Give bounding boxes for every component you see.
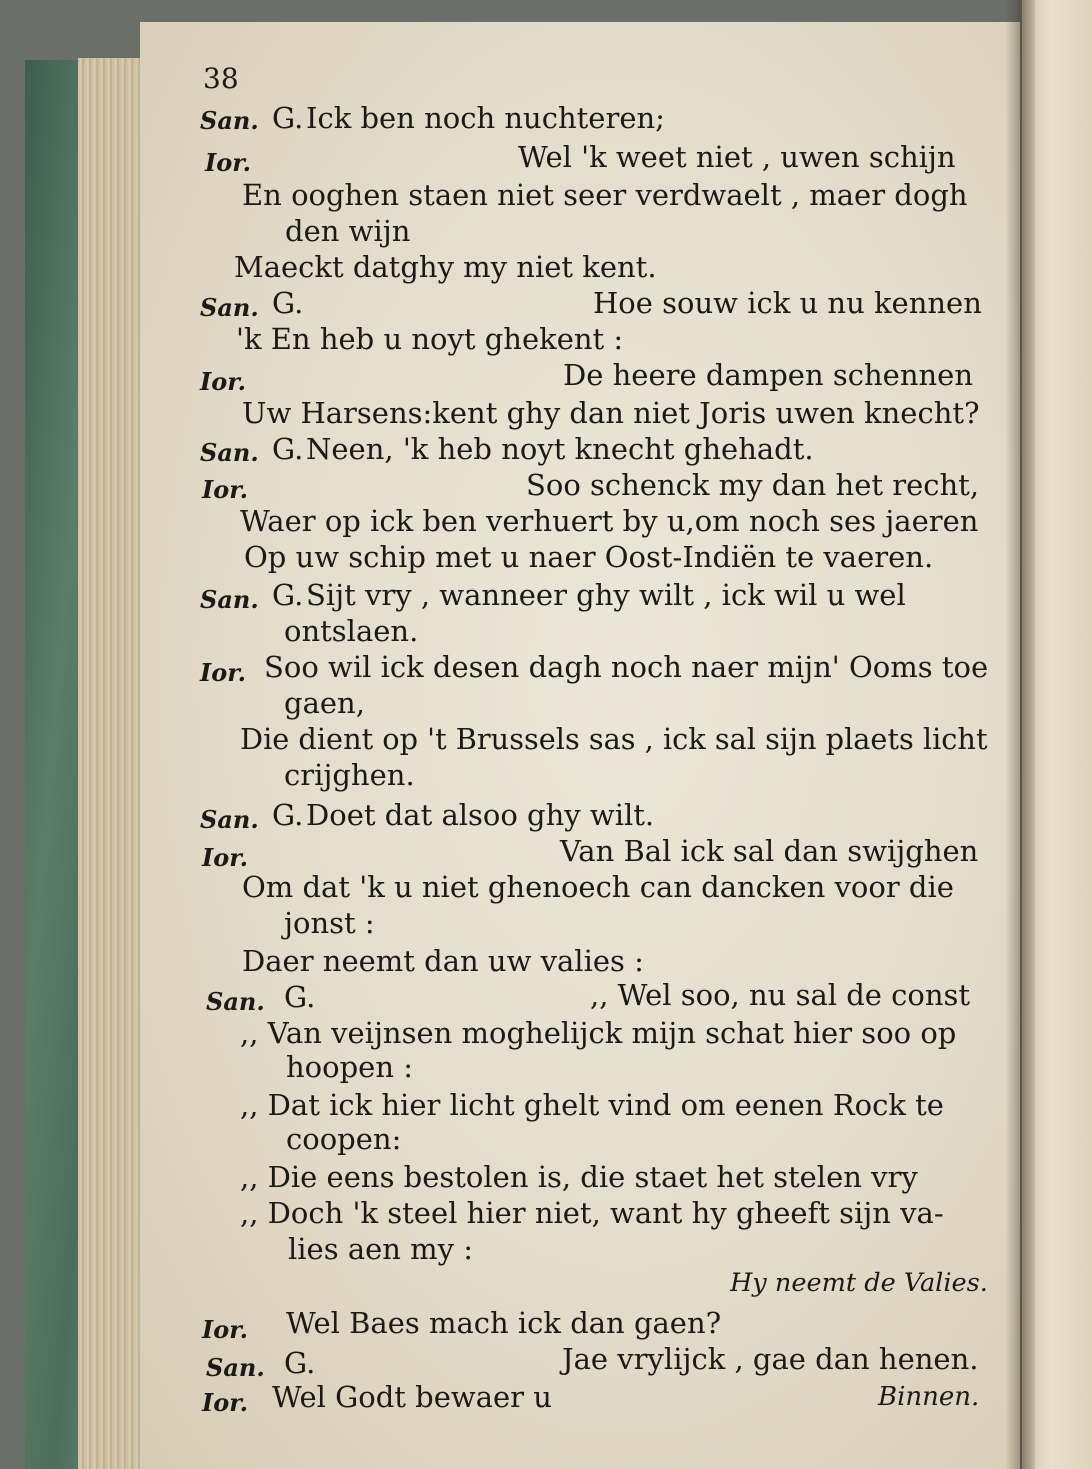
verse-line: jonst : <box>284 906 375 940</box>
verse-line: Sijt vry , wanneer ghy wilt , ick wil u wel <box>306 578 906 612</box>
verse-line: ,, Wel soo, nu sal de const <box>590 978 971 1012</box>
verse-line: ,, Van veijnsen moghelijck mijn schat hier soo op <box>240 1016 957 1050</box>
verse-line: Doet dat alsoo ghy wilt. <box>306 798 655 832</box>
verse-line: coopen: <box>286 1122 402 1156</box>
verse-line: ,, Doch 'k steel hier niet, want hy gheeft sijn va- <box>240 1196 944 1230</box>
verse-line: Die dient op 't Brussels sas , ick sal sijn plaets licht <box>240 722 988 756</box>
verse-line: Op uw schip met u naer Oost-Indiën te vaeren. <box>244 540 934 574</box>
speaker-label: Ior. <box>202 1388 249 1417</box>
verse-line: crijghen. <box>284 758 415 792</box>
speaker-initial: G. <box>272 286 304 320</box>
verse-line: De heere dampen schennen <box>563 358 974 392</box>
verse-line: Waer op ick ben verhuert by u,om noch ses jaeren <box>240 504 979 538</box>
verse-line: Daer neemt dan uw valies : <box>242 944 644 978</box>
verse-line: Wel 'k weet niet , uwen schijn <box>518 140 956 174</box>
verse-line: Neen, 'k heb noyt knecht ghehadt. <box>306 432 814 466</box>
speaker-initial: G. <box>272 101 304 135</box>
verse-line: Van Bal ick sal dan swijghen <box>560 834 979 868</box>
speaker-initial: G. <box>272 578 304 612</box>
verse-line: Hoe souw ick u nu kennen <box>593 286 982 320</box>
speaker-initial: G. <box>284 980 316 1014</box>
verse-line: Soo wil ick desen dagh noch naer mijn' Ooms toe <box>264 650 989 684</box>
verse-line: gaen, <box>284 686 365 720</box>
verse-line: Wel Godt bewaer u <box>272 1380 552 1414</box>
speaker-label: Ior. <box>205 148 252 177</box>
speaker-initial: G. <box>272 432 304 466</box>
verse-line: ontslaen. <box>284 614 419 648</box>
verse-line: Soo schenck my dan het recht, <box>526 468 980 502</box>
verse-line: 'k En heb u noyt ghekent : <box>236 322 624 356</box>
speaker-label: San. <box>206 1353 265 1382</box>
speaker-label: San. <box>200 805 259 834</box>
verse-line: Om dat 'k u niet ghenoech can dancken voor die <box>242 870 954 904</box>
verse-line: En ooghen staen niet seer verdwaelt , maer dogh <box>242 178 968 212</box>
speaker-label: San. <box>200 585 259 614</box>
verse-line: Maeckt datghy my niet kent. <box>234 250 657 284</box>
speaker-initial: G. <box>272 798 304 832</box>
speaker-label: San. <box>200 293 259 322</box>
speaker-label: Ior. <box>200 367 247 396</box>
verse-line: Wel Baes mach ick dan gaen? <box>286 1306 722 1340</box>
speaker-initial: G. <box>284 1346 316 1380</box>
verse-line: ,, Dat ick hier licht ghelt vind om eenen Rock te <box>240 1088 944 1122</box>
speaker-label: San. <box>200 106 259 135</box>
speaker-label: Ior. <box>202 1315 249 1344</box>
stage-direction: Binnen. <box>878 1382 980 1412</box>
verse-line: lies aen my : <box>288 1232 474 1266</box>
speaker-label: Ior. <box>202 843 249 872</box>
speaker-label: Ior. <box>200 658 247 687</box>
verse-line: Jae vrylijck , gae dan henen. <box>562 1342 979 1376</box>
verse-line: hoopen : <box>286 1050 413 1084</box>
page-number: 38 <box>203 62 239 95</box>
verse-line: Ick ben noch nuchteren; <box>306 101 665 135</box>
speaker-label: San. <box>206 987 265 1016</box>
verse-line: den wijn <box>285 214 411 248</box>
verse-line: Uw Harsens:kent ghy dan niet Joris uwen knecht? <box>242 396 980 430</box>
verse-line: ,, Die eens bestolen is, die staet het stelen vry <box>240 1160 918 1194</box>
speaker-label: San. <box>200 438 259 467</box>
stage-direction: Hy neemt de Valies. <box>730 1268 988 1298</box>
speaker-label: Ior. <box>202 475 249 504</box>
